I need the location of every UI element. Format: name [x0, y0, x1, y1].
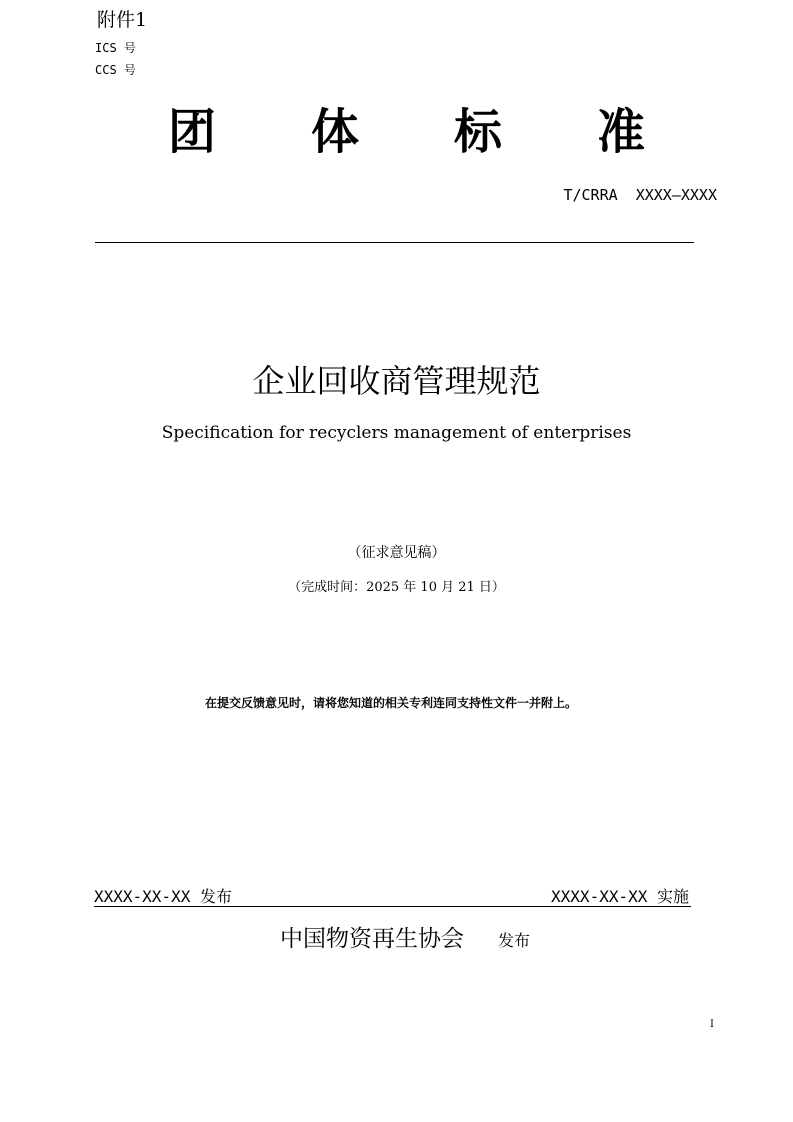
- top-divider: [95, 242, 694, 243]
- standard-type-char: 准: [597, 104, 646, 160]
- document-title-english: Specification for recyclers management of enterprises: [161, 423, 632, 443]
- implementation-date: XXXX-XX-XX 实施: [551, 887, 689, 906]
- patent-notice: 在提交反馈意见时，请将您知道的相关专利连同支持性文件一并附上。: [204, 696, 577, 710]
- standard-code: T/CRRA XXXX—XXXX: [563, 186, 717, 204]
- completion-time: （完成时间：2025 年 10 月 21 日）: [288, 580, 505, 595]
- ics-number: ICS 号: [95, 41, 136, 55]
- standard-type-char: 体: [311, 104, 360, 160]
- draft-status: （征求意见稿）: [347, 545, 446, 561]
- page-number: I: [710, 1019, 714, 1030]
- bottom-divider: [94, 906, 691, 907]
- attachment-label: 附件1: [97, 9, 148, 31]
- issuer-name: 中国物资再生协会: [280, 926, 464, 952]
- issue-label: 发布: [498, 931, 531, 950]
- standard-type-char: 团: [168, 104, 217, 160]
- ccs-number: CCS 号: [95, 63, 136, 77]
- publish-date: XXXX-XX-XX 发布: [94, 887, 232, 906]
- standard-type-heading: [95, 100, 695, 164]
- standard-type-char: 标: [454, 104, 503, 160]
- document-title-chinese: 企业回收商管理规范: [252, 362, 541, 400]
